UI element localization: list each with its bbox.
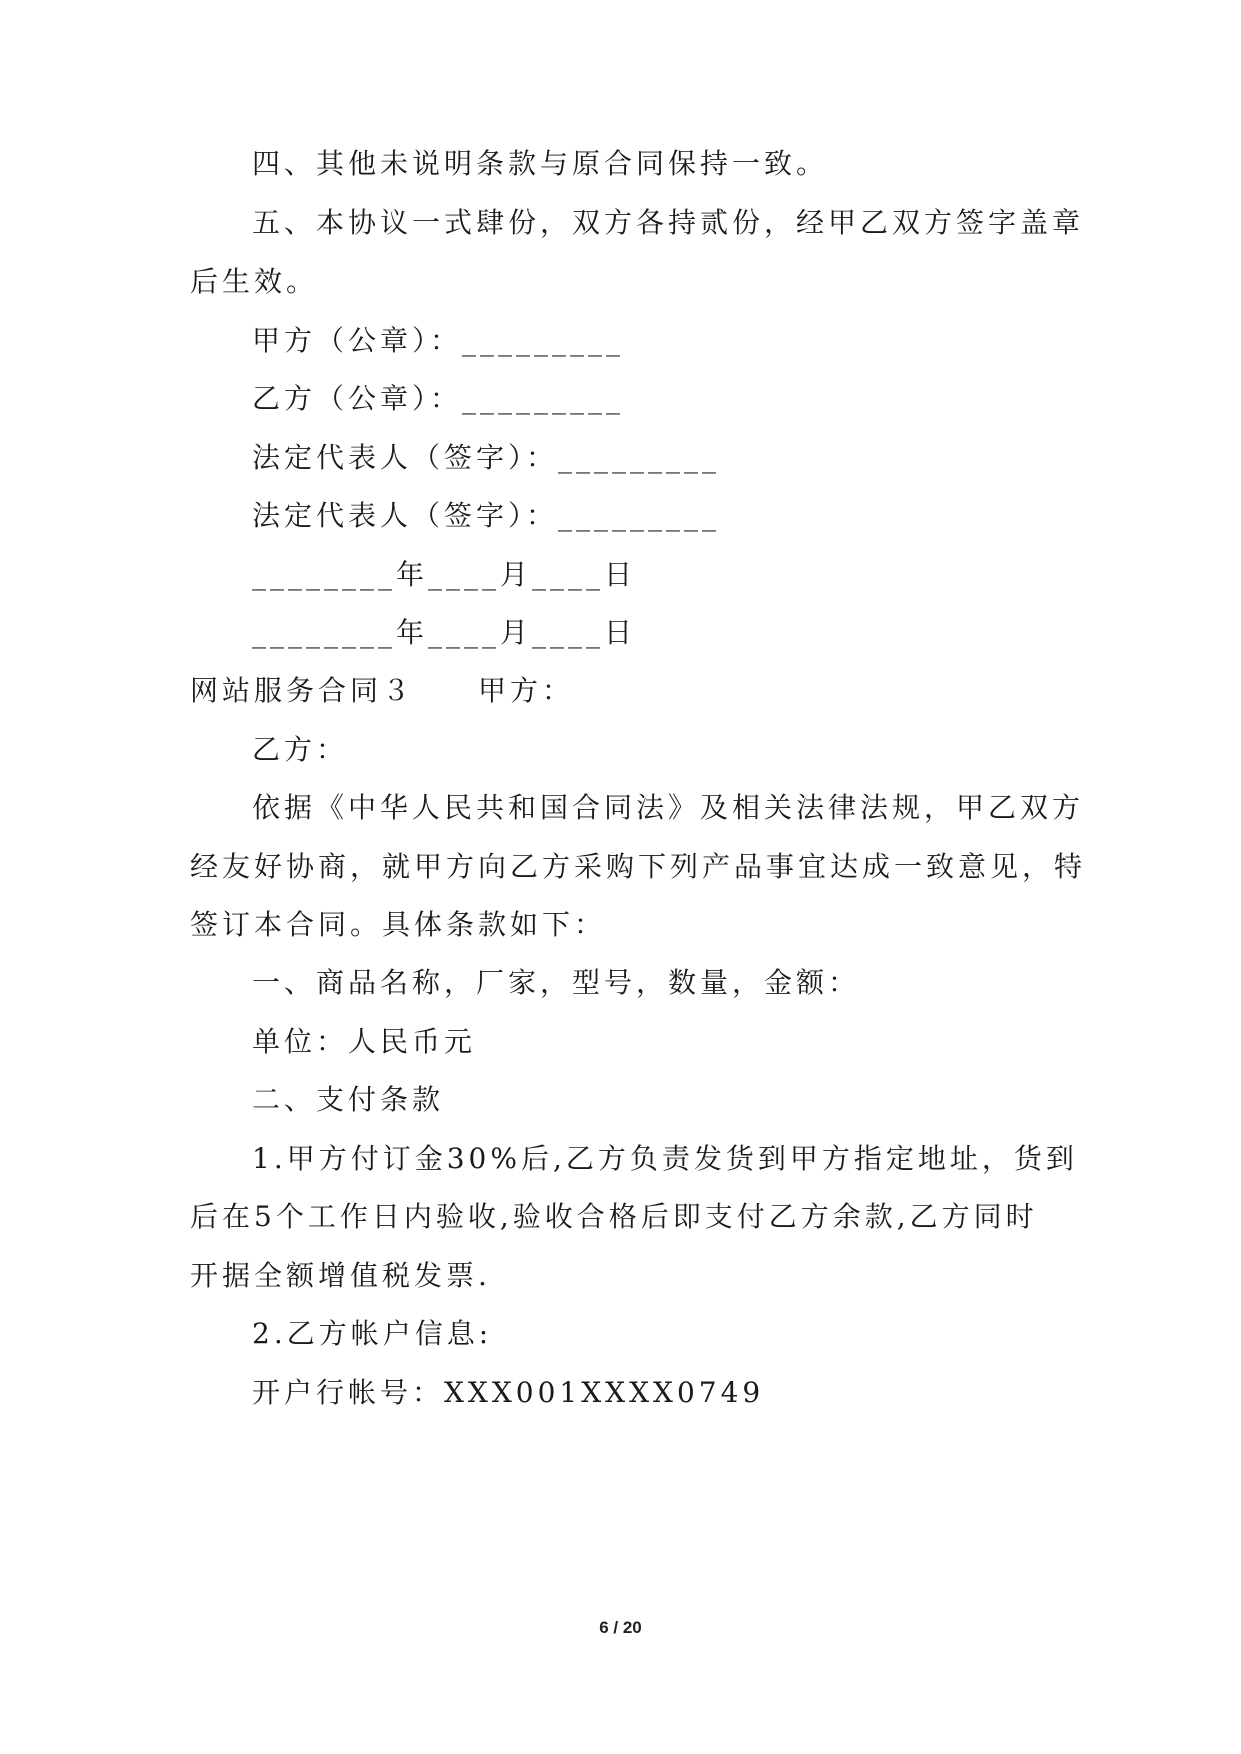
party-b-seal-line: 乙方（公章）：_________	[252, 382, 625, 415]
section-2-heading: 二、支付条款	[252, 1083, 445, 1116]
payment-term-1-line-1: 1.甲方付订金30%后,乙方负责发货到甲方指定地址，货到	[252, 1142, 1078, 1175]
payment-term-1-line-2: 后在5个工作日内验收,验收合格后即支付乙方余款,乙方同时	[190, 1200, 1038, 1233]
currency-unit: 单位：人民币元	[252, 1025, 477, 1058]
contract-3-title: 网站服务合同３ 甲方：	[190, 674, 575, 707]
bank-account-number: 开户行帐号：XXX001XXXX0749	[252, 1376, 765, 1409]
party-b-label: 乙方：	[252, 733, 349, 766]
date-line-b: ________年____月____日	[252, 616, 637, 649]
date-line-a: ________年____月____日	[252, 558, 637, 591]
legal-rep-signature-b: 法定代表人（签字）：_________	[252, 499, 721, 532]
preamble-line-1: 依据《中华人民共和国合同法》及相关法律法规，甲乙双方	[252, 791, 1085, 824]
preamble-line-2: 经友好协商，就甲方向乙方采购下列产品事宜达成一致意见，特	[190, 850, 1087, 883]
section-1-heading: 一、商品名称，厂家，型号，数量，金额：	[252, 966, 861, 999]
clause-5: 五、本协议一式肆份，双方各持贰份，经甲乙双方签字盖章	[252, 206, 1085, 239]
page-number: 6 / 20	[599, 1618, 642, 1637]
party-a-seal-line: 甲方（公章）：_________	[252, 324, 625, 357]
account-info-heading: 2.乙方帐户信息:	[252, 1317, 493, 1350]
clause-4: 四、其他未说明条款与原合同保持一致。	[252, 147, 829, 180]
clause-5-continued: 后生效。	[190, 265, 319, 298]
legal-rep-signature-a: 法定代表人（签字）：_________	[252, 441, 721, 474]
payment-term-1-line-3: 开据全额增值税发票.	[190, 1259, 491, 1292]
preamble-line-3: 签订本合同。具体条款如下：	[190, 908, 607, 941]
